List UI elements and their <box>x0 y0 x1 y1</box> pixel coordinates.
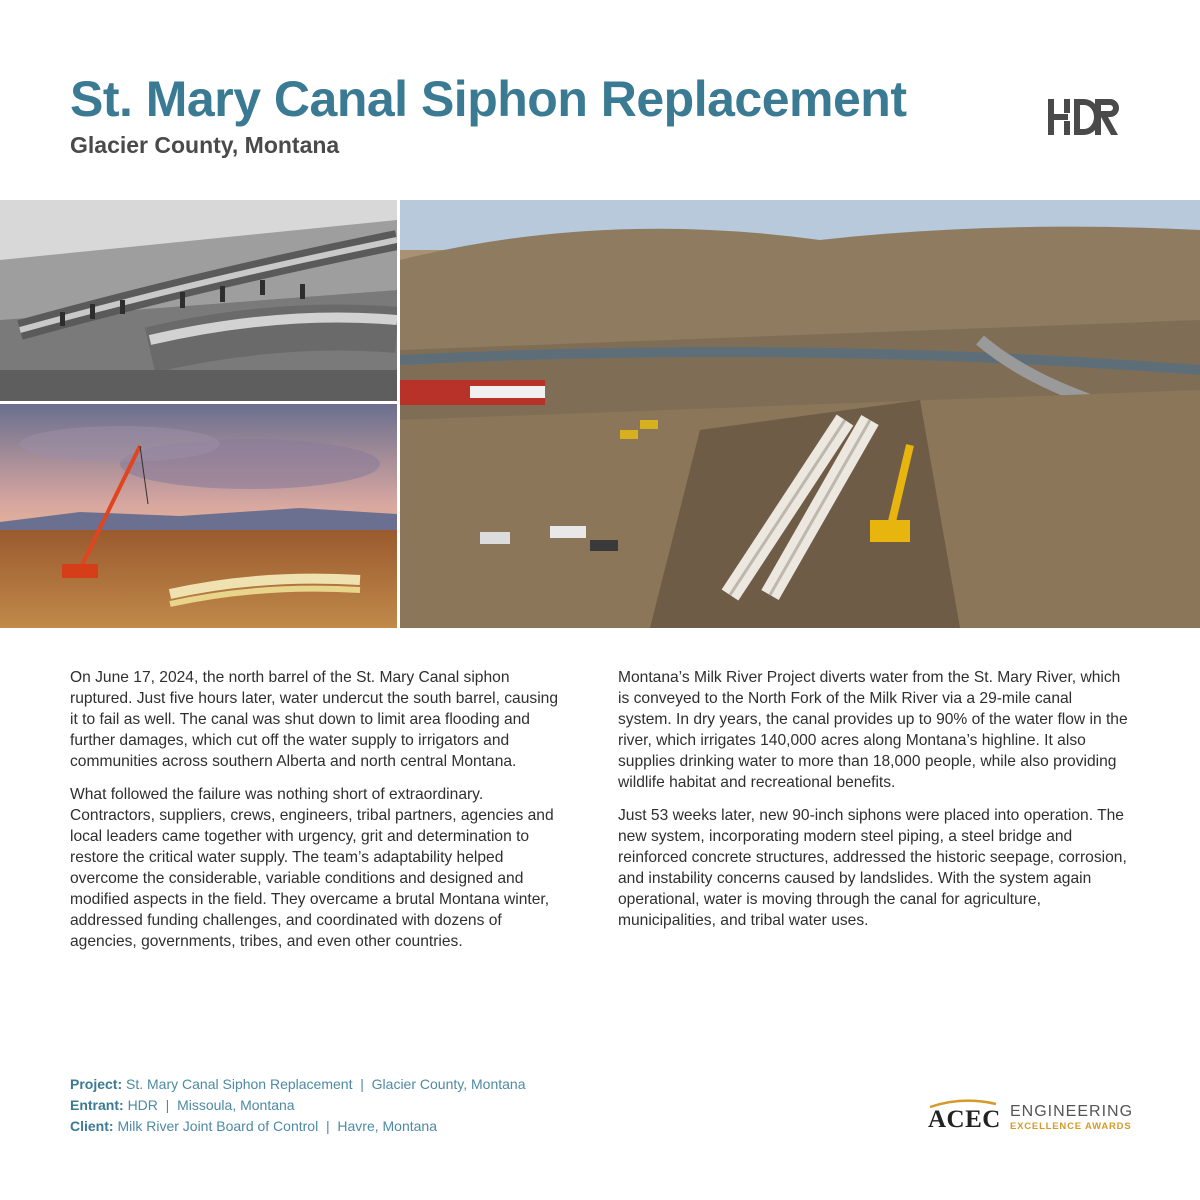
credit-project-label: Project: <box>70 1076 123 1092</box>
body-paragraph: Just 53 weeks later, new 90-inch siphons were placed into operation. The new system, incorporating modern steel piping, a steel bridge and reinforced concrete structures, addressed the historic seepage, corrosion, and instability concerns caused by landslides. With the system again operational, water is moving through the canal for agriculture, municipalities, and tribal water uses. <box>618 807 1127 929</box>
credit-client-label: Client: <box>70 1118 114 1134</box>
photo-collage <box>0 200 1200 628</box>
acec-award-logo <box>928 1102 1133 1136</box>
historic-pipeline-photo <box>0 200 397 401</box>
page-title: St. Mary Canal Siphon Replacement <box>70 71 907 127</box>
credit-project <box>70 1074 525 1095</box>
aerial-construction-photo <box>400 200 1200 628</box>
credit-project-value: St. Mary Canal Siphon Replacement | Glacier County, Montana <box>126 1076 526 1092</box>
page-subtitle: Glacier County, Montana <box>70 132 340 158</box>
hdr-logo <box>1048 97 1120 137</box>
body-paragraph: On June 17, 2024, the north barrel of the St. Mary Canal siphon ruptured. Just five hours later, water undercut the south barrel, causing it to fail as well. The canal was shut down to limit area flooding and further damages, which cut off the water supply to irrigators and communities across southern Alberta and north central Montana. <box>70 669 559 770</box>
credit-client-value: Milk River Joint Board of Control | Havre, Montana <box>117 1118 437 1134</box>
credit-entrant <box>70 1095 525 1116</box>
crane-sunset-photo <box>0 404 397 628</box>
award-line-1: ENGINEERING <box>1010 1103 1134 1120</box>
body-column-left <box>70 667 560 964</box>
acec-wordmark: ACEC <box>928 1106 1001 1133</box>
credit-client <box>70 1116 525 1137</box>
credit-entrant-label: Entrant: <box>70 1097 124 1113</box>
body-column-right <box>618 667 1130 943</box>
award-line-2: EXCELLENCE AWARDS <box>1010 1121 1132 1132</box>
body-paragraph: Montana’s Milk River Project diverts water from the St. Mary River, which is conveyed to the North Fork of the Milk River via a 29-mile canal system. In dry years, the canal provides up to 90% of the water flow in the river, which irrigates 140,000 acres along Montana’s highline. It also supplies drinking water to more than 18,000 people, while also providing wildlife habitat and recreational benefits. <box>618 669 1128 791</box>
credit-entrant-value: HDR | Missoula, Montana <box>127 1097 295 1113</box>
project-credits <box>70 1074 525 1137</box>
body-paragraph: What followed the failure was nothing short of extraordinary. Contractors, suppliers, crews, engineers, tribal partners, agencies and local leaders came together with urgency, grit and determination to restore the critical water supply. The team’s adaptability helped overcome the considerable, variable conditions and designed and modified aspects in the field. They overcame a brutal Montana winter, addressed funding challenges, and coordinated with dozens of agencies, governments, tribes, and even other countries. <box>70 786 554 950</box>
